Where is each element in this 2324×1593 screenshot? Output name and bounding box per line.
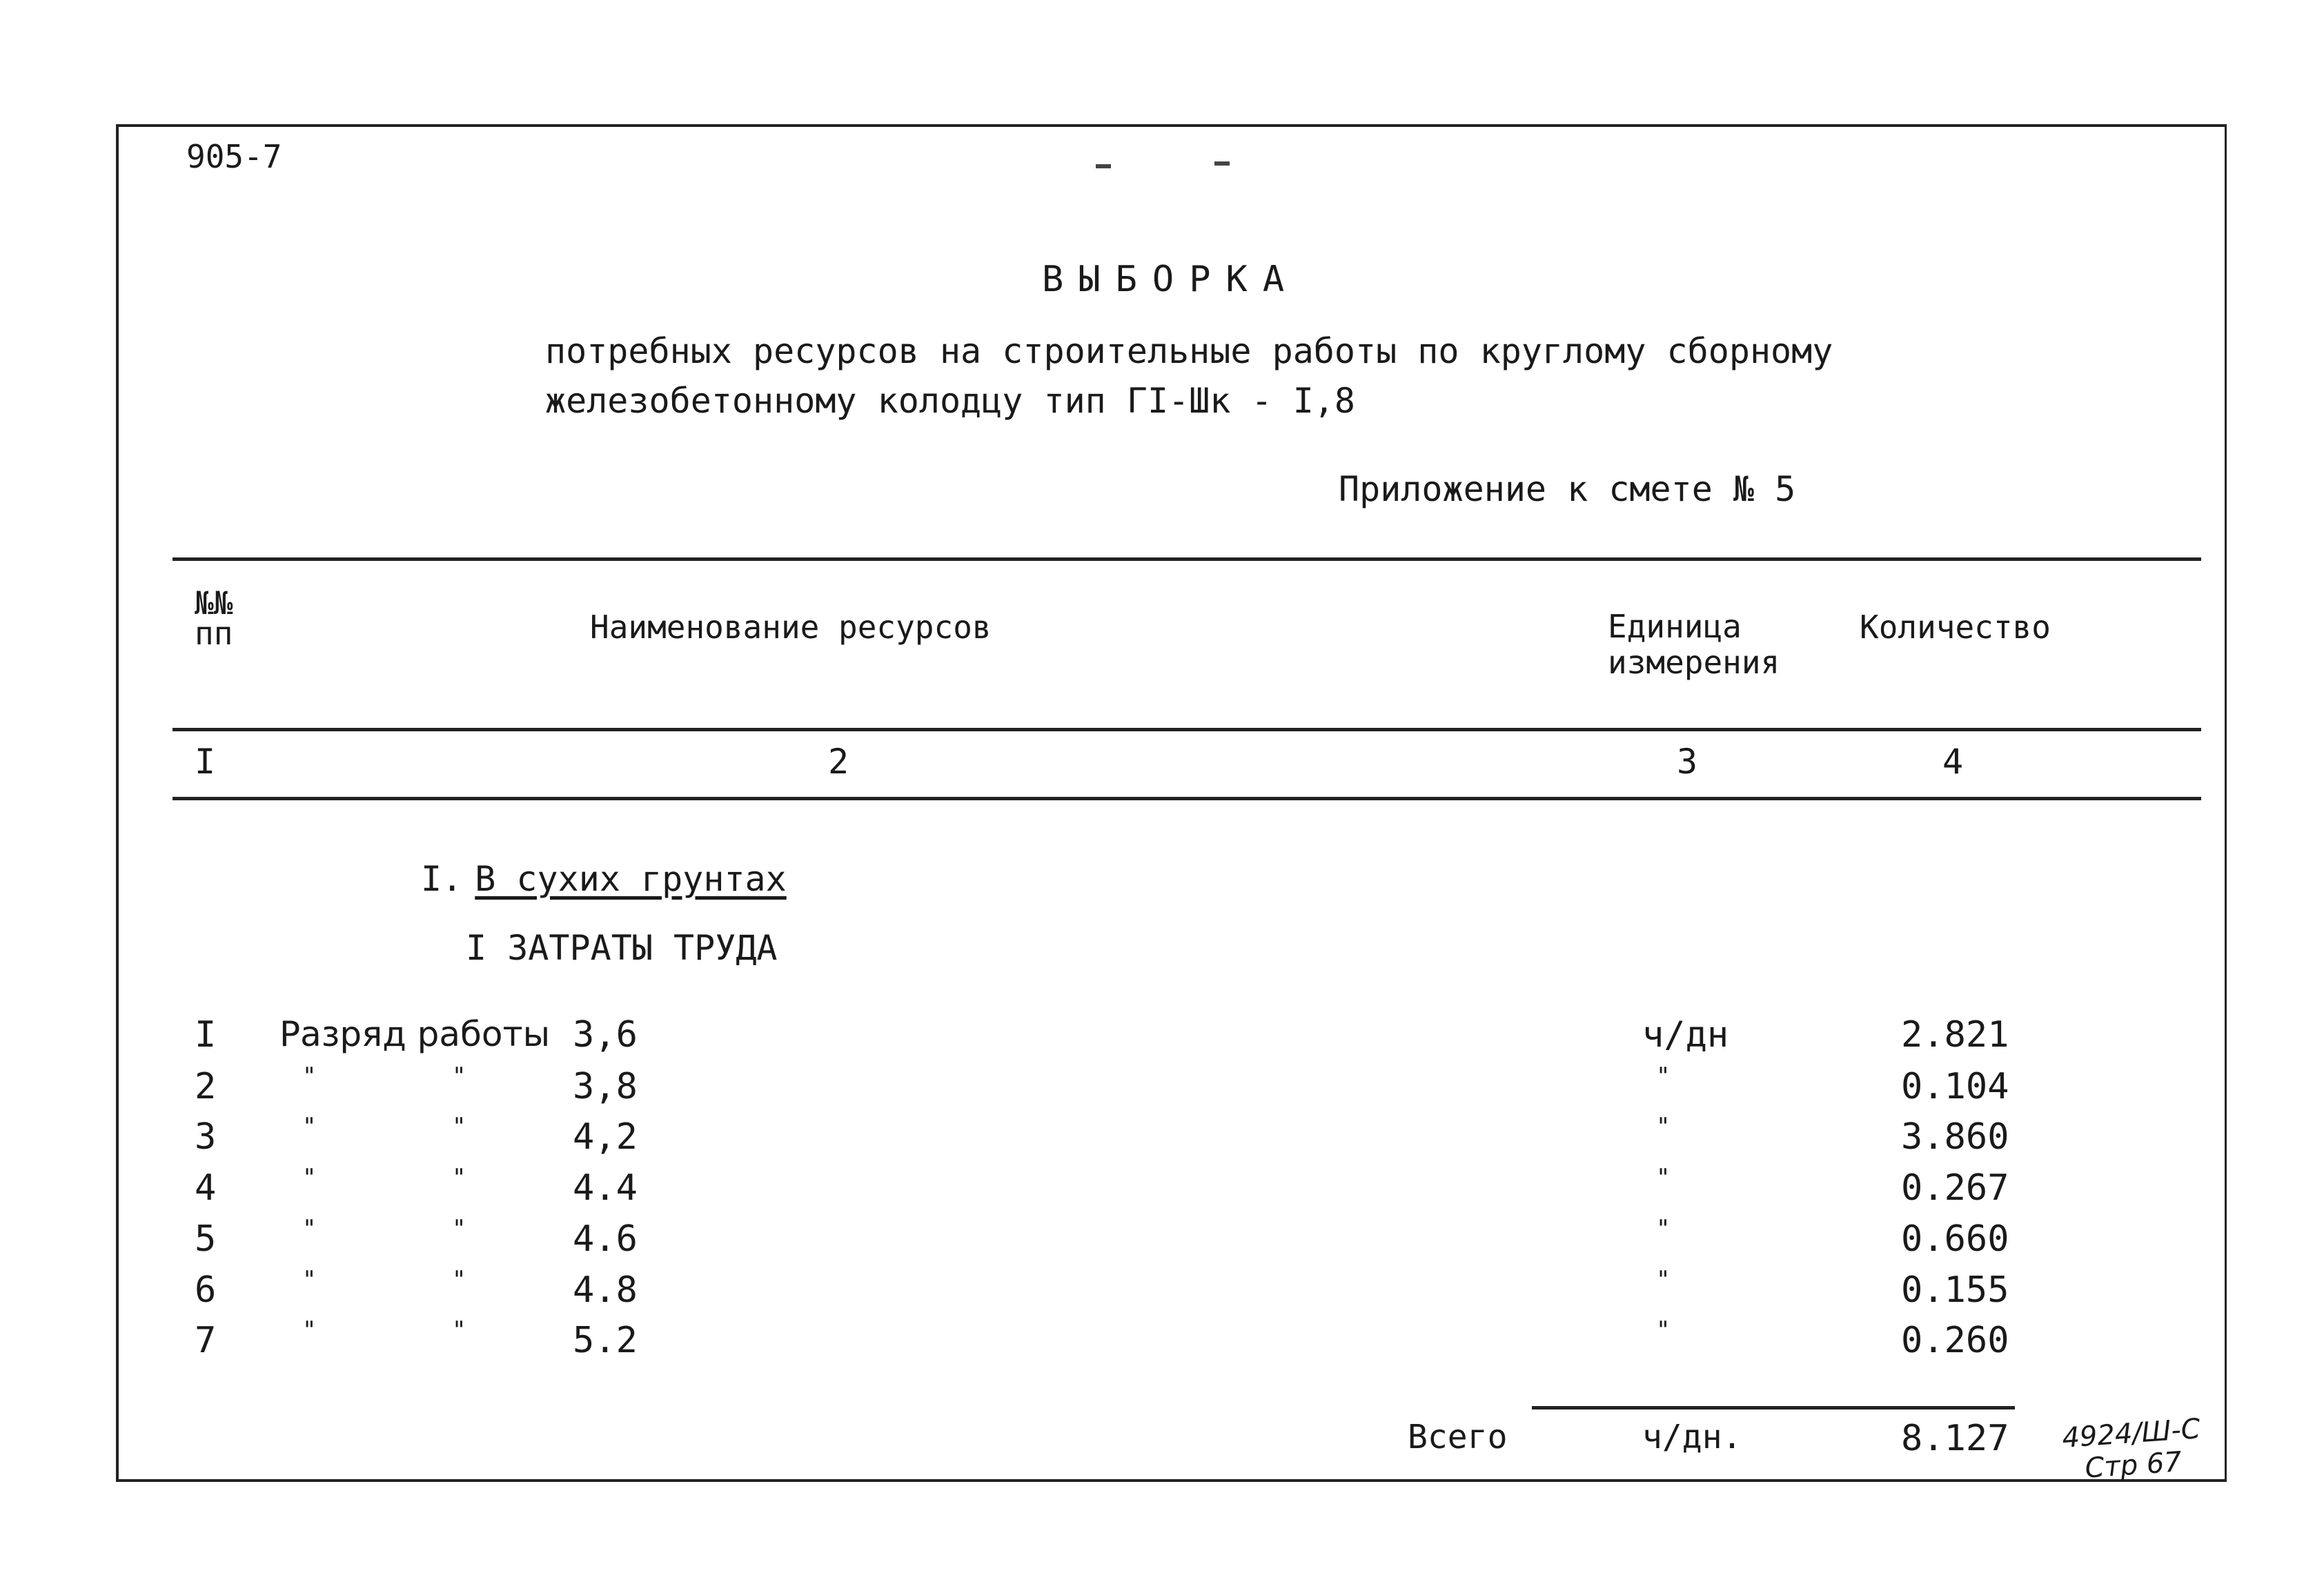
row-qty: 0.104 — [1901, 1066, 2009, 1107]
row-unit: " — [1656, 1316, 1671, 1344]
document-subtitle-line2: железобетонному колодцу тип ГI-Шк - I,8 — [545, 381, 1355, 421]
row-name-ditto: " — [452, 1215, 466, 1243]
top-mark — [1214, 161, 1230, 166]
table-top-rule — [173, 557, 2201, 561]
column-number-3: 3 — [1677, 742, 1698, 782]
row-grade: 4.8 — [573, 1269, 638, 1311]
header-bottom-rule — [173, 728, 2201, 731]
section-heading — [421, 859, 787, 899]
page-stamp — [2061, 1413, 2203, 1486]
row-name: Разряд работы — [279, 1014, 551, 1054]
section-number: I. — [421, 859, 463, 899]
row-num: 4 — [195, 1167, 217, 1209]
row-name-ditto: " — [302, 1113, 317, 1140]
row-qty: 0.660 — [1901, 1218, 2009, 1260]
row-name-ditto: " — [302, 1164, 317, 1191]
row-name-ditto: " — [452, 1164, 466, 1191]
row-name-ditto: " — [452, 1266, 466, 1294]
row-grade: 5.2 — [573, 1320, 638, 1361]
row-grade: 4.4 — [573, 1167, 638, 1209]
top-mark — [1096, 164, 1111, 168]
row-unit: ч/дн — [1642, 1014, 1729, 1056]
row-num: 5 — [195, 1218, 217, 1260]
column-numbers-rule — [173, 797, 2201, 800]
row-qty: 3.860 — [1901, 1116, 2009, 1158]
row-grade: 4.6 — [573, 1218, 638, 1260]
column-number-2: 2 — [828, 742, 849, 782]
row-num: 6 — [195, 1269, 217, 1311]
row-unit: " — [1656, 1164, 1671, 1191]
document-subtitle-line1: потребных ресурсов на строительные работы по круглому сборному — [545, 331, 1833, 371]
header-unit: Единица измерения — [1608, 608, 1780, 681]
row-grade: 3,8 — [573, 1066, 638, 1107]
row-name-ditto: " — [302, 1316, 317, 1344]
row-qty: 2.821 — [1901, 1014, 2009, 1056]
row-name-ditto: " — [452, 1062, 466, 1090]
stamp-line2: Стр 67 — [2084, 1446, 2183, 1485]
total-unit: ч/дн. — [1642, 1418, 1742, 1456]
row-num: 2 — [195, 1066, 217, 1107]
row-name-ditto: " — [452, 1316, 466, 1344]
row-num: 3 — [195, 1116, 217, 1158]
row-grade: 3,6 — [573, 1014, 638, 1056]
row-name-ditto: " — [302, 1062, 317, 1090]
document-code: 905-7 — [186, 138, 282, 175]
row-num: I — [195, 1014, 217, 1056]
row-name-ditto: " — [302, 1215, 317, 1243]
header-qty: Количество — [1860, 608, 2051, 646]
row-unit: " — [1656, 1215, 1671, 1243]
row-qty: 0.155 — [1901, 1269, 2009, 1311]
total-label: Всего — [1408, 1418, 1508, 1456]
subsection-heading: I ЗАТРАТЫ ТРУДА — [466, 928, 778, 968]
stamp-line1: 4924/Ш-С — [2061, 1413, 2202, 1454]
row-num: 7 — [195, 1320, 217, 1361]
section-title: В сухих грунтах — [475, 859, 787, 899]
column-number-4: 4 — [1942, 742, 1964, 782]
header-num: №№ пп — [195, 584, 233, 652]
document-title: ВЫБОРКА — [1042, 259, 1300, 300]
row-unit: " — [1656, 1266, 1671, 1294]
row-name-ditto: " — [302, 1266, 317, 1294]
appendix-note: Приложение к смете № 5 — [1339, 469, 1796, 509]
header-name: Наименование ресурсов — [590, 608, 992, 646]
row-qty: 0.267 — [1901, 1167, 2009, 1209]
column-number-1: I — [195, 742, 216, 782]
row-qty: 0.260 — [1901, 1320, 2009, 1361]
row-grade: 4,2 — [573, 1116, 638, 1158]
row-unit: " — [1656, 1113, 1671, 1140]
total-qty: 8.127 — [1901, 1418, 2009, 1459]
total-rule — [1532, 1406, 2015, 1409]
row-name-ditto: " — [452, 1113, 466, 1140]
row-unit: " — [1656, 1062, 1671, 1090]
